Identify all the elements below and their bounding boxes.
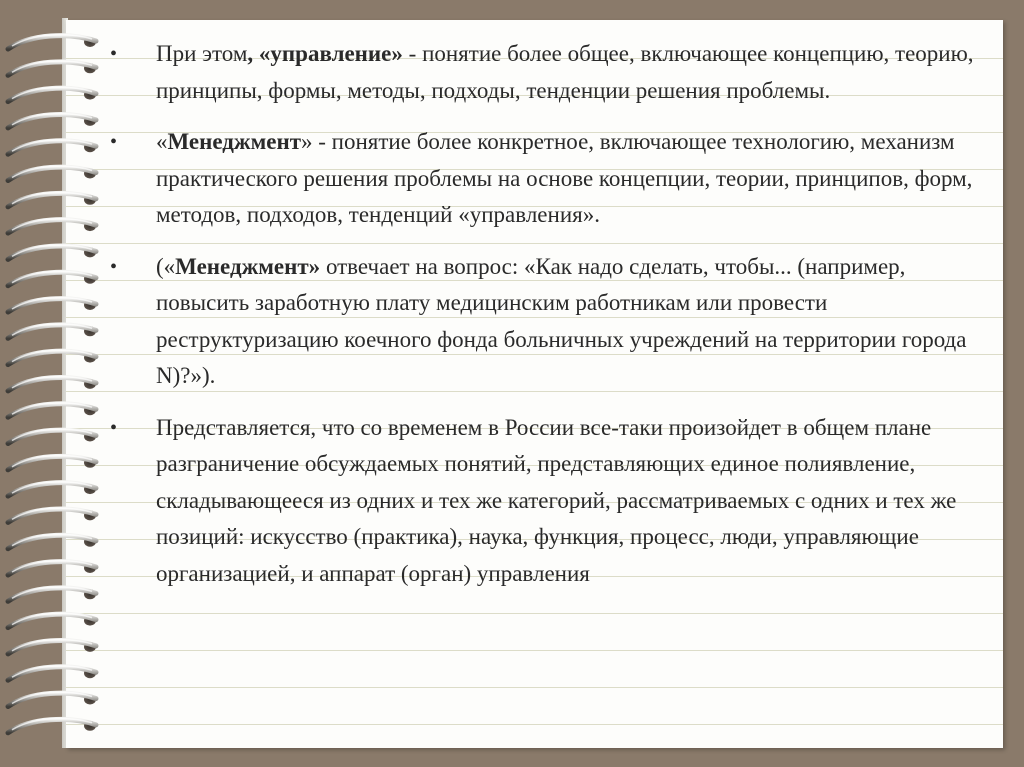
- bullet-text: («Менеджмент» отвечает на вопрос: «Как надо сделать, чтобы... (например, повысить заработную плату медицинским работникам или провести реструктуризацию коечного фонда больничных учреждений на территории города N)?»).: [156, 253, 967, 388]
- binding-ring: [8, 404, 96, 417]
- binding-ring: [8, 667, 96, 680]
- binding-ring: [8, 272, 96, 285]
- binding-ring: [8, 220, 96, 233]
- term-menedzhment: Менеджмент»: [175, 253, 321, 279]
- bullet-item: [108, 410, 978, 593]
- bullet-marker: •: [110, 43, 118, 65]
- binding-ring: [8, 693, 96, 706]
- binding-ring: [8, 167, 96, 180]
- binding-ring: [8, 351, 96, 364]
- spiral-binding-icon: [0, 0, 110, 767]
- bullet-item: [108, 249, 978, 395]
- bullet-marker: •: [110, 416, 118, 439]
- bullet-marker: •: [110, 131, 118, 153]
- bullet-marker: •: [110, 255, 118, 278]
- binding-ring: [8, 456, 96, 469]
- binding-ring: [8, 88, 96, 101]
- binding-ring: [8, 378, 96, 391]
- binding-ring: [8, 62, 96, 75]
- term-menedzhment: Менеджмент: [167, 129, 302, 154]
- binding-ring: [8, 588, 96, 601]
- term-upravlenie: , «управление»: [247, 41, 403, 66]
- bullet-item: [108, 36, 978, 109]
- bullet-text: «Менеджмент» - понятие более конкретное, включающее технологию, механизм практического решения проблемы на основе концепции, теории, принципов, форм, методов, подходов, тенденций «управления».: [156, 129, 973, 227]
- binding-ring: [8, 36, 96, 49]
- bullet-text: Представляется, что со временем в России все-таки произойдет в общем плане разграничение обсуждаемых понятий, представляющих единое полиявление, складывающееся из одних и тех же категорий, рассматриваемых с одних и тех же позиций: искусство (практика), наука, функция, процесс, люди, управляющие организацией, и аппарат (орган) управления: [156, 414, 957, 586]
- binding-ring: [8, 614, 96, 627]
- binding-ring: [8, 509, 96, 522]
- binding-ring: [8, 430, 96, 443]
- binding-ring: [8, 562, 96, 575]
- binding-ring: [8, 246, 96, 259]
- binding-ring: [8, 483, 96, 496]
- binding-ring: [8, 535, 96, 548]
- binding-ring: [8, 141, 96, 154]
- binding-ring: [8, 299, 96, 312]
- bullet-item: [108, 124, 978, 234]
- binding-ring: [8, 115, 96, 128]
- binding-ring: [8, 193, 96, 206]
- bullet-text: При этом, «управление» - понятие более общее, включающее концепцию, теорию, принципы, формы, методы, подходы, тенденции решения проблемы.: [156, 41, 974, 103]
- binding-ring: [8, 325, 96, 338]
- slide-content: [108, 36, 978, 607]
- binding-ring: [8, 719, 96, 732]
- binding-ring: [8, 641, 96, 654]
